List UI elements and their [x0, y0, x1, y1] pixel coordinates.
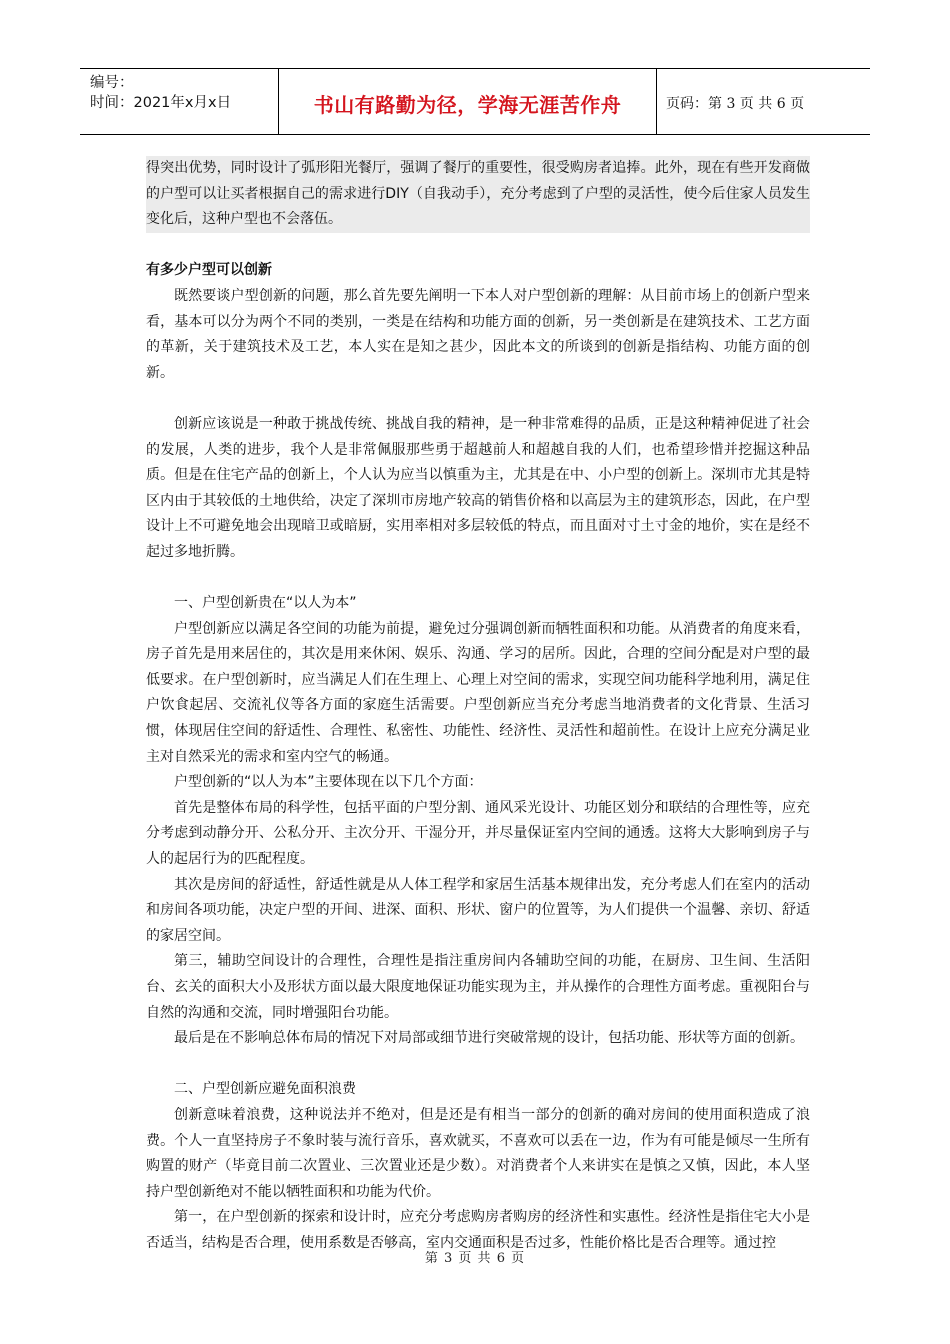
section-heading: 二、户型创新应避免面积浪费 [174, 1081, 356, 1098]
header-meta [90, 73, 231, 113]
spacer [146, 566, 810, 592]
spacer [146, 386, 810, 412]
section-heading: 一、户型创新贵在“以人为本” [174, 595, 357, 612]
page-footer: 第 3 页 共 6 页 [424, 1251, 526, 1266]
document-body [146, 156, 810, 1257]
page-header [80, 68, 870, 135]
intro-paragraph: 得突出优势，同时设计了弧形阳光餐厅，强调了餐厅的重要性，很受购房者追捧。此外，现在有些开发商做的户型可以让买者根据自己的需求进行DIY（自我动手），充分考虑到了户型的灵活性，使今后住家人员发生变化后，这种户型也不会落伍。 [146, 156, 810, 233]
header-motto: 书山有路勤为径，学海无涯苦作舟 [313, 93, 622, 117]
paragraph: 最后是在不影响总体布局的情况下对局部或细节进行突破常规的设计，包括功能、形状等方面的创新。 [174, 1030, 804, 1047]
header-page-number: 页码：第 3 页 共 6 页 [666, 96, 805, 112]
document-time-label: 时间：2021年x月x日 [90, 95, 232, 111]
spacer [146, 233, 810, 259]
paragraph: 第一，在户型创新的探索和设计时，应充分考虑购房者购房的经济性和实惠性。经济性是指住宅大小是否适当，结构是否合理，使用系数是否够高，室内交通面积是否过多，性能价格比是否合理等。通过控 [146, 1209, 810, 1251]
section-heading: 有多少户型可以创新 [146, 262, 272, 279]
paragraph: 创新应该说是一种敢于挑战传统、挑战自我的精神，是一种非常难得的品质，正是这种精神促进了社会的发展，人类的进步，我个人是非常佩服那些勇于超越前人和超越自我的人们，也希望珍惜并挖掘这种品质。但是在住宅产品的创新上，个人认为应当以慎重为主，尤其是在中、小户型的创新上。深圳市尤其是特区内由于其较低的土地供给，决定了深圳市房地产较高的销售价格和以高层为主的建筑形态，因此，在户型设计上不可避免地会出现暗卫或暗厨，实用率相对多层较低的特点，而且面对寸土寸金的地价，实在是经不起过多地折腾。 [146, 415, 810, 560]
paragraph: 创新意味着浪费，这种说法并不绝对，但是还是有相当一部分的创新的确对房间的使用面积造成了浪费。个人一直坚持房子不象时装与流行音乐，喜欢就买，不喜欢可以丢在一边，作为有可能是倾尽一生所有购置的财产（毕竟目前二次置业、三次置业还是少数）。对消费者个人来讲实在是慎之又慎，因此，本人坚持户型创新绝对不能以牺牲面积和功能为代价。 [146, 1106, 810, 1200]
document-number-label: 编号： [90, 75, 134, 91]
paragraph: 第三，辅助空间设计的合理性，合理性是指注重房间内各辅助空间的功能，在厨房、卫生间、生活阳台、玄关的面积大小及形状方面以最大限度地保证功能实现为主，并从操作的合理性方面考虑。重视阳台与自然的沟通和交流，同时增强阳台功能。 [146, 953, 810, 1021]
header-divider [656, 69, 657, 135]
paragraph: 既然要谈户型创新的问题，那么首先要先阐明一下本人对户型创新的理解：从目前市场上的创新户型来看，基本可以分为两个不同的类别，一类是在结构和功能方面的创新，另一类创新是在建筑技术、工艺方面的革新，关于建筑技术及工艺，本人实在是知之甚少，因此本文的所谈到的创新是指结构、功能方面的创新。 [146, 287, 810, 381]
paragraph: 首先是整体布局的科学性，包括平面的户型分割、通风采光设计、功能区划分和联结的合理性等，应充分考虑到动静分开、公私分开、主次分开、干湿分开，并尽量保证室内空间的通透。这将大大影响到房子与人的起居行为的匹配程度。 [146, 799, 810, 868]
paragraph: 其次是房间的舒适性，舒适性就是从人体工程学和家居生活基本规律出发，充分考虑人们在室内的活动和房间各项功能，决定户型的开间、进深、面积、形状、窗户的位置等，为人们提供一个温馨、亲切、舒适的家居空间。 [146, 876, 810, 944]
paragraph: 户型创新的“以人为本”主要体现在以下几个方面： [174, 774, 483, 791]
spacer [146, 1052, 810, 1078]
paragraph: 户型创新应以满足各空间的功能为前提，避免过分强调创新而牺牲面积和功能。从消费者的角度来看，房子首先是用来居住的，其次是用来休闲、娱乐、沟通、学习的居所。因此，合理的空间分配是对户型的最低要求。在户型创新时，应当满足人们在生理上、心理上对空间的需求，实现空间功能科学地利用，满足住户饮食起居、交流礼仪等各方面的家庭生活需要。户型创新应当充分考虑当地消费者的文化背景、生活习惯，体现居住空间的舒适性、合理性、私密性、功能性、经济性、灵活性和超前性。在设计上应充分满足业主对自然采光的需求和室内空气的畅通。 [146, 620, 810, 765]
